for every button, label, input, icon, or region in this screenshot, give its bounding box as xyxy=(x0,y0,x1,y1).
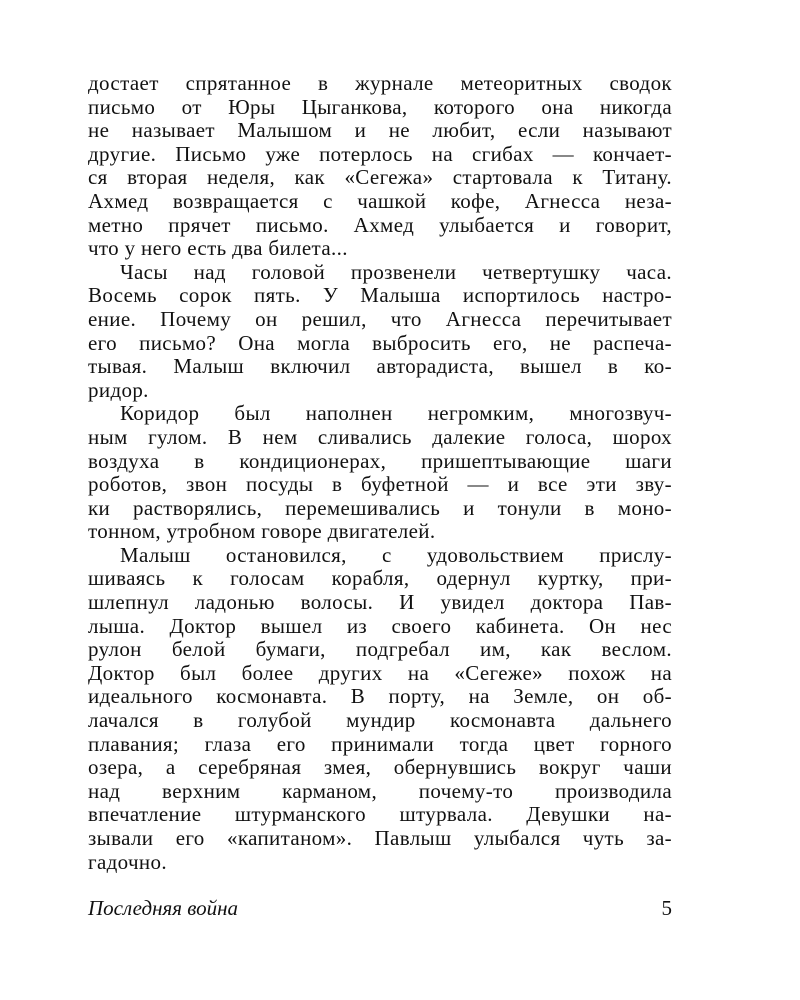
text-line: Ахмед возвращается с чашкой кофе, Агнесса неза- xyxy=(88,188,672,213)
text-line: Восемь сорок пять. У Малыша испортилось настро- xyxy=(88,283,672,308)
text-line: ным гулом. В нем сливались далекие голоса, шорох xyxy=(88,424,672,449)
page-footer xyxy=(88,896,672,922)
text-line: Малыш остановился, с удовольствием прислу- xyxy=(120,542,672,567)
text-line: впечатление штурманского штурвала. Девушки на- xyxy=(88,802,672,827)
text-line: другие. Письмо уже потерлось на сгибах — кончает- xyxy=(88,141,672,166)
text-line: роботов, звон посуды в буфетной — и все эти зву- xyxy=(88,472,672,497)
text-line: озера, а серебряная змея, обернувшись вокруг чаши xyxy=(88,755,672,780)
text-line: шлепнул ладонью волосы. И увидел доктора Пав- xyxy=(88,590,672,615)
text-line: лыша. Доктор вышел из своего кабинета. Он нес xyxy=(88,613,672,638)
text-line: зывали его «капитаном». Павлыш улыбался чуть за- xyxy=(88,826,672,850)
text-line: ение. Почему он решил, что Агнесса перечитывает xyxy=(88,306,672,331)
text-line: лачался в голубой мундир космонавта дальнего xyxy=(88,708,672,733)
text-line: плавания; глаза его принимали тогда цвет горного xyxy=(88,731,672,756)
text-line: Доктор был более других на «Сегеже» похож на xyxy=(88,660,672,685)
page-body xyxy=(88,72,672,874)
text-line: не называет Малышом и не любит, если называют xyxy=(88,118,672,143)
paragraph xyxy=(88,544,672,874)
text-line: рулон белой бумаги, подгребал им, как веслом. xyxy=(88,637,672,662)
text-line: Часы над головой прозвенели четвертушку часа. xyxy=(120,259,672,284)
text-line: над верхним карманом, почему-то производила xyxy=(88,778,672,803)
text-line: его письмо? Она могла выбросить его, не распеча- xyxy=(88,330,672,355)
page-number: 5 xyxy=(661,896,672,920)
running-title: Последняя война xyxy=(88,896,239,920)
text-line: идеального космонавта. В порту, на Земле, он об- xyxy=(88,684,672,709)
text-line: шиваясь к голосам корабля, одернул куртку, при- xyxy=(88,566,672,591)
text-line: достает спрятанное в журнале метеоритных сводок xyxy=(88,71,672,95)
text-line: гадочно. xyxy=(88,849,167,874)
text-line: тонном, утробном говоре двигателей. xyxy=(88,519,436,544)
text-line: ся вторая неделя, как «Сегежа» стартовала к Титану. xyxy=(88,165,672,190)
text-line: ки растворялись, перемешивались и тонули в моно- xyxy=(88,495,672,520)
text-line: что у него есть два билета... xyxy=(88,236,348,261)
text-line: тывая. Малыш включил авторадиста, вышел в ко- xyxy=(88,354,672,379)
paragraph xyxy=(88,261,672,403)
text-line: метно прячет письмо. Ахмед улыбается и говорит, xyxy=(88,212,672,237)
text-line: воздуха в кондиционерах, пришептывающие шаги xyxy=(88,448,672,473)
text-line: письмо от Юры Цыганкова, которого она никогда xyxy=(88,94,672,119)
text-line: ридор. xyxy=(88,377,149,402)
paragraph xyxy=(88,402,672,544)
paragraph xyxy=(88,72,672,261)
text-line: Коридор был наполнен негромким, многозвуч- xyxy=(120,401,672,426)
